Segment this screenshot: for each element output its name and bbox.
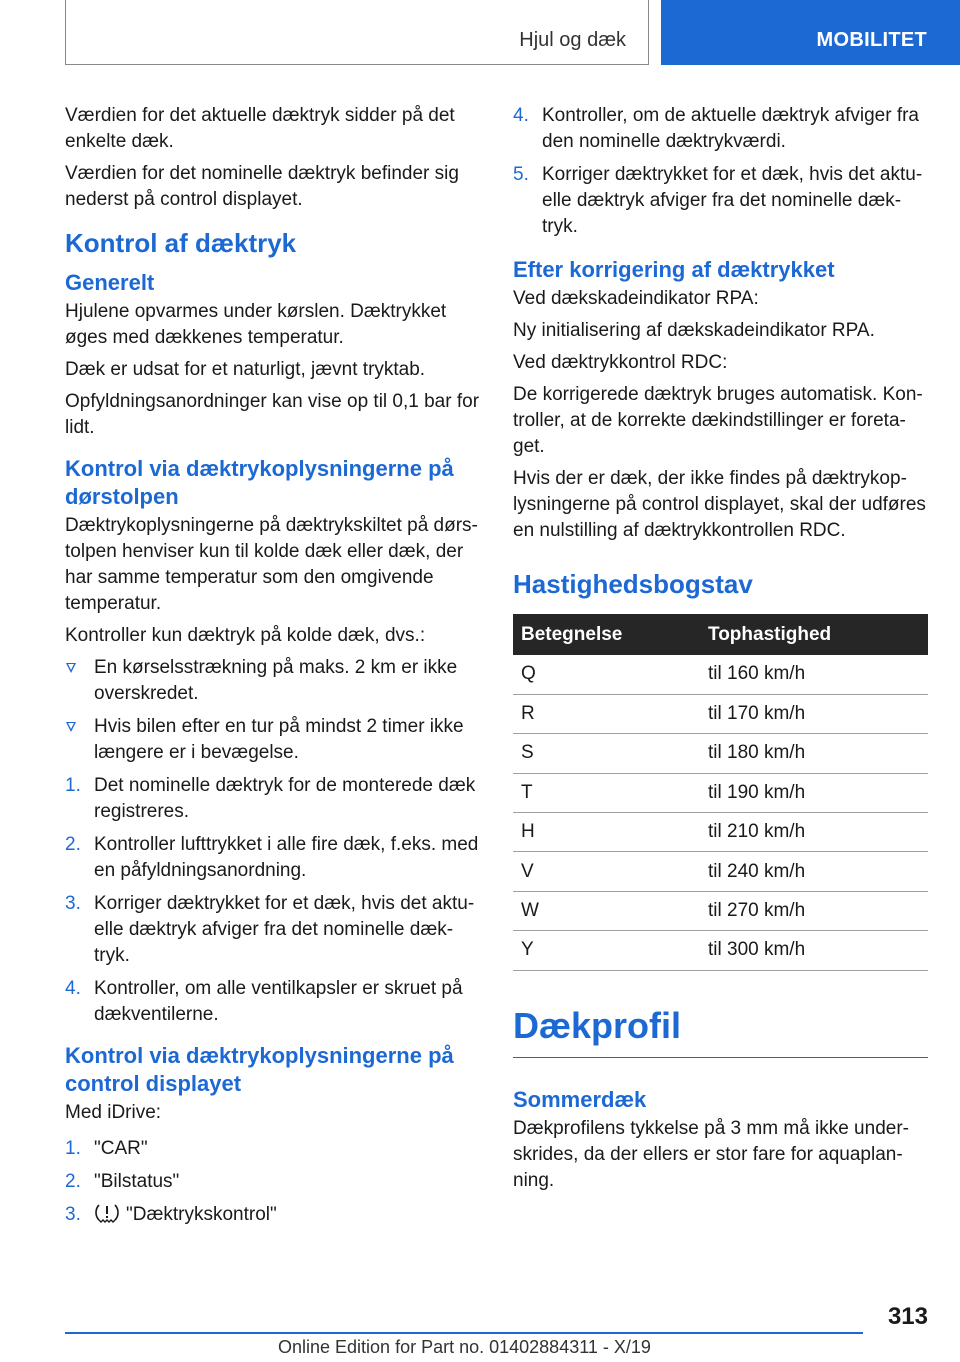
after-paragraph: De korrigerede dæktryk bruges automatisk. Kontroller, at de korrekte dækindstillinger er foretaget. (513, 384, 923, 457)
heading-after-correction: Efter korrigering af dæktrykket (513, 257, 835, 282)
general-paragraph: Opfyldningsanordninger kan vise op til 0,1 bar for lidt. (65, 391, 480, 438)
table-cell: T (513, 773, 700, 812)
step-text: Det nominelle dæktryk for de monterede dæk registreres. (94, 775, 476, 822)
after-paragraph: Hvis der er dæk, der ikke findes på dæktrykoplysningerne på control displayet, skal der udføres en nulstilling af dæktrykkontrollen RDC. (513, 468, 926, 541)
step-number: 1. (65, 775, 81, 796)
heading-tread-profile: Dækprofil (513, 1005, 928, 1058)
right-column (513, 103, 928, 1200)
bullet-text: Hvis bilen efter en tur på mindst 2 timer ikke længere er i bevægelse. (94, 716, 464, 763)
table-cell: S (513, 734, 700, 773)
door-paragraph: Dæktrykoplysningerne på dæktrykskiltet på dørstolpen henviser kun til kolde dæk eller dæk, der har samme temperatur som den omgivende temperatur. (65, 515, 478, 614)
heading-door-pillar: Kontrol via dæktrykoplysningerne på dørstolpen (65, 456, 454, 509)
step-item (65, 1169, 481, 1195)
bullet-item (65, 714, 481, 766)
step-number: 2. (65, 1171, 81, 1192)
table-cell: Q (513, 655, 700, 694)
step-text: "CAR" (94, 1138, 148, 1159)
summer-paragraph: Dækprofilens tykkelse på 3 mm må ikke underskrides, da der ellers er stor fare for aquaplanning. (513, 1117, 909, 1191)
table-row (513, 655, 928, 694)
step-text: Korriger dæktrykket for et dæk, hvis det aktuelle dæktryk afviger fra det nominelle dæktryk. (542, 164, 923, 237)
step-number: 3. (65, 893, 81, 914)
table-cell: R (513, 694, 700, 733)
step-text: Kontroller lufttrykket i alle fire dæk, f.eks. med en påfyldningsanordning. (94, 834, 479, 881)
header-section-box (65, 0, 649, 65)
table-row (513, 931, 928, 970)
step-text: Kontroller, om de aktuelle dæktryk afviger fra den nominelle dæktrykværdi. (542, 105, 920, 152)
table-row (513, 773, 928, 812)
table-cell: W (513, 891, 700, 930)
triangle-bullet-icon (66, 722, 76, 732)
table-row (513, 852, 928, 891)
table-cell: til 300 km/h (700, 931, 928, 970)
table-cell: til 160 km/h (700, 655, 928, 694)
step-text: "Dæktrykskontrol" (126, 1204, 277, 1225)
step-item (65, 773, 481, 825)
step-number: 5. (513, 164, 529, 185)
step-number: 2. (65, 834, 81, 855)
display-paragraph: Med iDrive: (65, 1102, 162, 1123)
footer-divider (65, 1332, 863, 1334)
step-item (513, 162, 928, 240)
heading-summer-tires: Sommerdæk (513, 1086, 647, 1112)
bullet-item (65, 655, 481, 707)
step-number: 1. (65, 1138, 81, 1159)
table-cell: til 270 km/h (700, 891, 928, 930)
step-text: Korriger dæktrykket for et dæk, hvis det aktuelle dæktryk afviger fra det nominelle dæktryk. (94, 893, 475, 966)
step-item (65, 1136, 481, 1162)
left-column (65, 103, 481, 1235)
column-header: Tophastighed (700, 614, 928, 655)
door-paragraph: Kontroller kun dæktryk på kolde dæk, dvs.: (65, 625, 426, 646)
footer-edition: Online Edition for Part no. 01402884311 - X/19 (278, 1337, 651, 1357)
table-cell: til 240 km/h (700, 852, 928, 891)
column-header: Betegnelse (513, 614, 700, 655)
step-item (65, 976, 481, 1028)
table-row (513, 694, 928, 733)
heading-speed-rating: Hastighedsbogstav (513, 569, 753, 599)
after-paragraph: Ny initialisering af dækskadeindikator RPA. (513, 320, 875, 341)
step-item (65, 832, 481, 884)
table-row (513, 891, 928, 930)
table-cell: til 190 km/h (700, 773, 928, 812)
heading-control-display: Kontrol via dæktrykoplysningerne på control displayet (65, 1043, 454, 1096)
step-number: 4. (65, 978, 81, 999)
intro-paragraph: Værdien for det nominelle dæktryk befinder sig nederst på control displayet. (65, 163, 459, 210)
page-number: 313 (887, 1303, 928, 1330)
heading-check-tire-pressure: Kontrol af dæktryk (65, 228, 297, 258)
step-number: 4. (513, 105, 529, 126)
after-paragraph: Ved dæktrykkontrol RDC: (513, 352, 728, 373)
bullet-text: En kørselsstrækning på maks. 2 km er ikke overskredet. (94, 657, 458, 704)
step-number: 3. (65, 1204, 81, 1225)
intro-paragraph: Værdien for det aktuelle dæktryk sidder på det enkelte dæk. (65, 105, 455, 152)
table-cell: Y (513, 931, 700, 970)
table-cell: til 170 km/h (700, 694, 928, 733)
table-header-row (513, 614, 928, 655)
table-row (513, 813, 928, 852)
step-item (65, 1202, 481, 1228)
header-chapter-tab (661, 0, 960, 65)
table-cell: til 210 km/h (700, 813, 928, 852)
table-cell: H (513, 813, 700, 852)
after-paragraph: Ved dækskadeindikator RPA: (513, 288, 759, 309)
table-cell: V (513, 852, 700, 891)
step-text: Kontroller, om alle ventilkapsler er skruet på dækventilerne. (94, 978, 463, 1025)
header-section-title: Hjul og dæk (519, 29, 626, 51)
general-paragraph: Dæk er udsat for et naturligt, jævnt tryktab. (65, 359, 426, 380)
tire-pressure-warning-icon (94, 1202, 120, 1224)
step-text: "Bilstatus" (94, 1171, 180, 1192)
triangle-bullet-icon (66, 663, 76, 673)
general-paragraph: Hjulene opvarmes under kørslen. Dæktrykket øges med dækkenes temperatur. (65, 301, 447, 348)
header-chapter-title: MOBILITET (816, 29, 927, 51)
table-row (513, 734, 928, 773)
step-item (65, 891, 481, 969)
heading-general: Generelt (65, 270, 155, 295)
table-cell: til 180 km/h (700, 734, 928, 773)
speed-rating-table (513, 614, 928, 971)
step-item (513, 103, 928, 155)
